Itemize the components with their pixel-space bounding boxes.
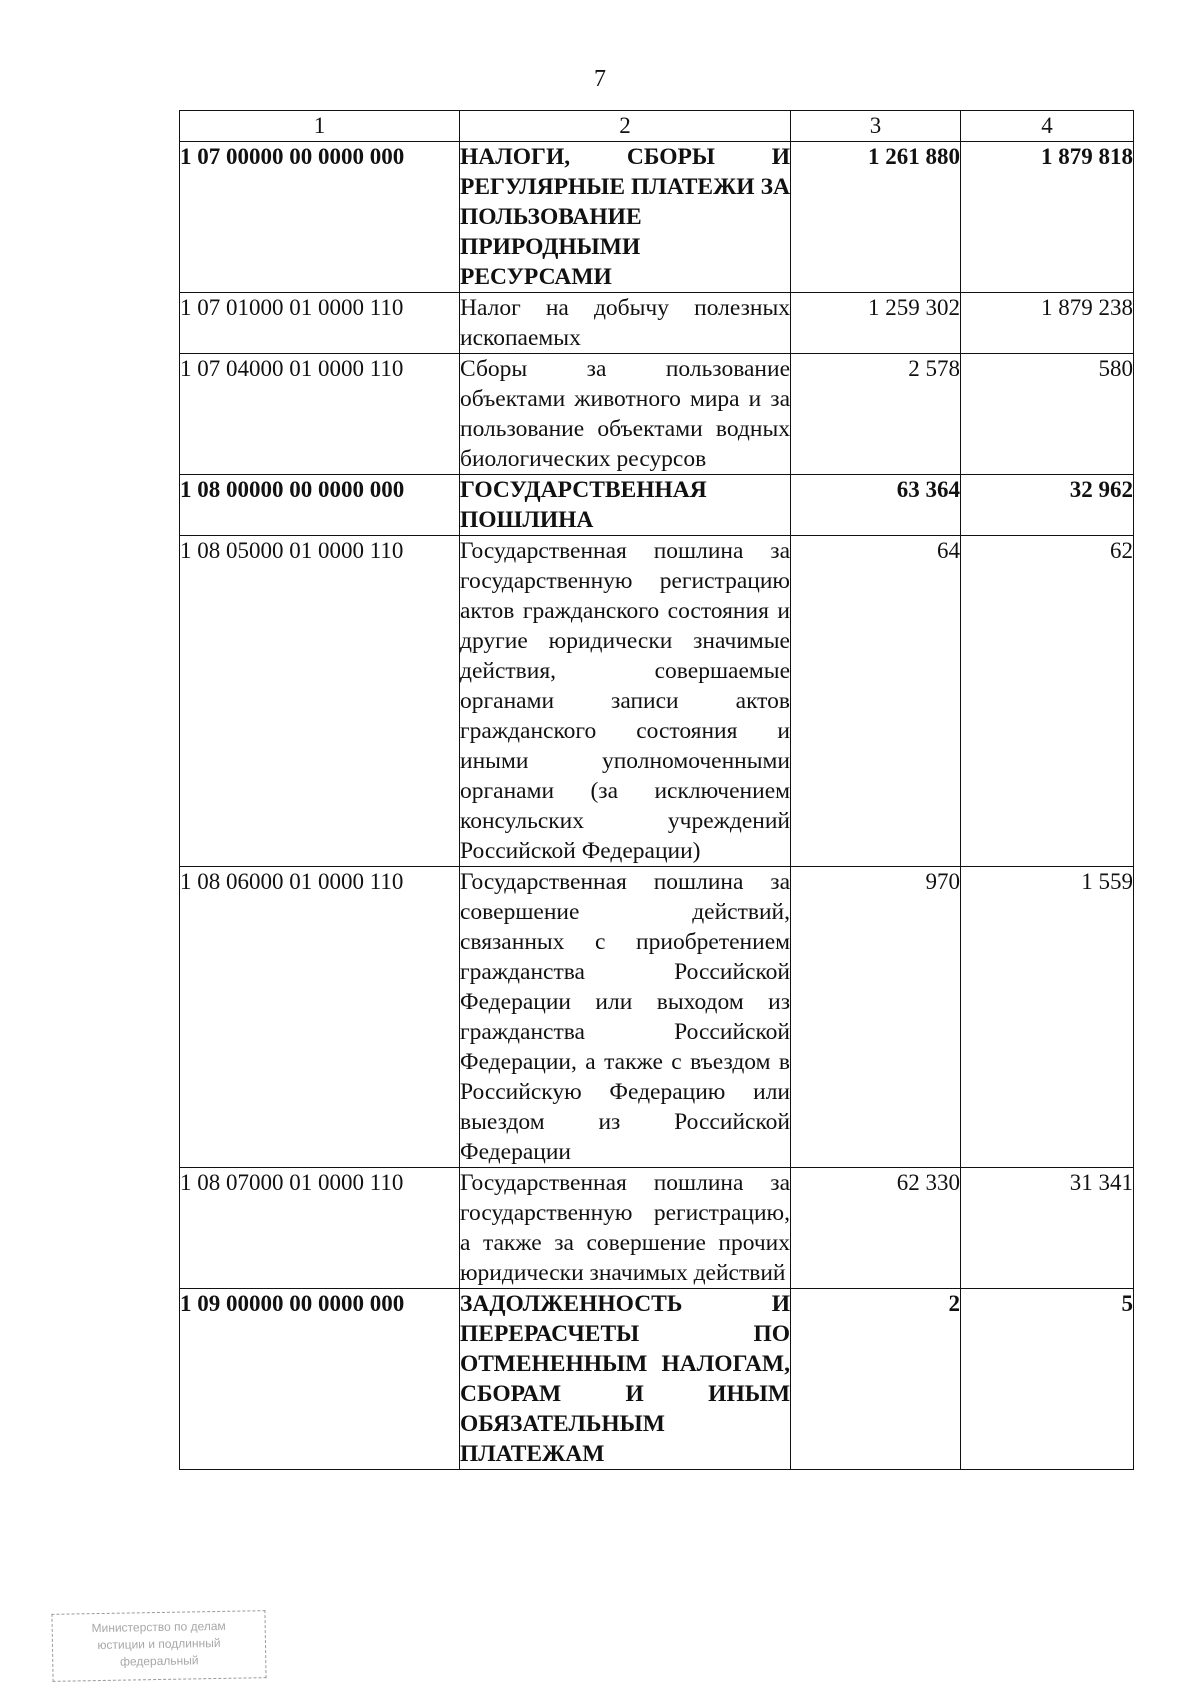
registration-stamp [51, 1610, 266, 1682]
amount-column-4: 1 879 818 [961, 142, 1134, 293]
table-body [180, 142, 1134, 1470]
table-header [180, 111, 1134, 142]
amount-column-3: 1 259 302 [791, 293, 961, 354]
amount-column-3: 2 [791, 1289, 961, 1470]
table-row [180, 354, 1134, 475]
amount-column-3: 62 330 [791, 1168, 961, 1289]
budget-code: 1 08 05000 01 0000 110 [180, 536, 460, 867]
revenue-name: Государственная пошлина за совершение действий, связанных с приобретением гражданства Российской Федерации или выходом из гражданства Российской Федерации, а также с въездом в Российскую Федерацию или выездом из Российской Федерации [460, 867, 791, 1168]
table-row [180, 867, 1134, 1168]
budget-code: 1 08 06000 01 0000 110 [180, 867, 460, 1168]
amount-column-4: 62 [961, 536, 1134, 867]
budget-code: 1 07 01000 01 0000 110 [180, 293, 460, 354]
table-row [180, 1168, 1134, 1289]
revenue-name: ЗАДОЛЖЕННОСТЬ И ПЕРЕРАСЧЕТЫ ПО ОТМЕНЕННЫМ НАЛОГАМ, СБОРАМ И ИНЫМ ОБЯЗАТЕЛЬНЫМ ПЛАТЕЖАМ [460, 1289, 791, 1470]
revenue-name: НАЛОГИ, СБОРЫ И РЕГУЛЯРНЫЕ ПЛАТЕЖИ ЗА ПОЛЬЗОВАНИЕ ПРИРОДНЫМИ РЕСУРСАМИ [460, 142, 791, 293]
page-number: 7 [594, 66, 606, 92]
amount-column-3: 970 [791, 867, 961, 1168]
revenue-name: ГОСУДАРСТВЕННАЯ ПОШЛИНА [460, 475, 791, 536]
revenue-name: Сборы за пользование объектами животного мира и за пользование объектами водных биологических ресурсов [460, 354, 791, 475]
column-number-row [180, 111, 1134, 142]
stamp-line: Министерство по делам [91, 1618, 226, 1636]
amount-column-4: 1 559 [961, 867, 1134, 1168]
table-row [180, 536, 1134, 867]
column-number-2: 2 [460, 111, 791, 142]
column-number-1: 1 [180, 111, 460, 142]
table-row [180, 475, 1134, 536]
column-number-4: 4 [961, 111, 1134, 142]
table-row [180, 142, 1134, 293]
amount-column-4: 31 341 [961, 1168, 1134, 1289]
budget-code: 1 08 00000 00 0000 000 [180, 475, 460, 536]
amount-column-3: 2 578 [791, 354, 961, 475]
revenue-name: Государственная пошлина за государственную регистрацию, а также за совершение прочих юридически значимых действий [460, 1168, 791, 1289]
revenue-name: Государственная пошлина за государственную регистрацию актов гражданского состояния и другие юридически значимые действия, совершаемые органами записи актов гражданского состояния и иными уполномоченными органами (за исключением консульских учреждений Российской Федерации) [460, 536, 791, 867]
budget-code: 1 08 07000 01 0000 110 [180, 1168, 460, 1289]
amount-column-4: 1 879 238 [961, 293, 1134, 354]
amount-column-3: 64 [791, 536, 961, 867]
stamp-line: юстиции и подлинный [97, 1635, 221, 1653]
budget-revenue-table [179, 110, 1134, 1470]
amount-column-4: 32 962 [961, 475, 1134, 536]
budget-code: 1 09 00000 00 0000 000 [180, 1289, 460, 1470]
revenue-name: Налог на добычу полезных ископаемых [460, 293, 791, 354]
amount-column-4: 580 [961, 354, 1134, 475]
table-row [180, 293, 1134, 354]
amount-column-3: 63 364 [791, 475, 961, 536]
budget-code: 1 07 00000 00 0000 000 [180, 142, 460, 293]
column-number-3: 3 [791, 111, 961, 142]
amount-column-4: 5 [961, 1289, 1134, 1470]
amount-column-3: 1 261 880 [791, 142, 961, 293]
stamp-line: федеральный [119, 1653, 199, 1669]
table-row [180, 1289, 1134, 1470]
budget-code: 1 07 04000 01 0000 110 [180, 354, 460, 475]
